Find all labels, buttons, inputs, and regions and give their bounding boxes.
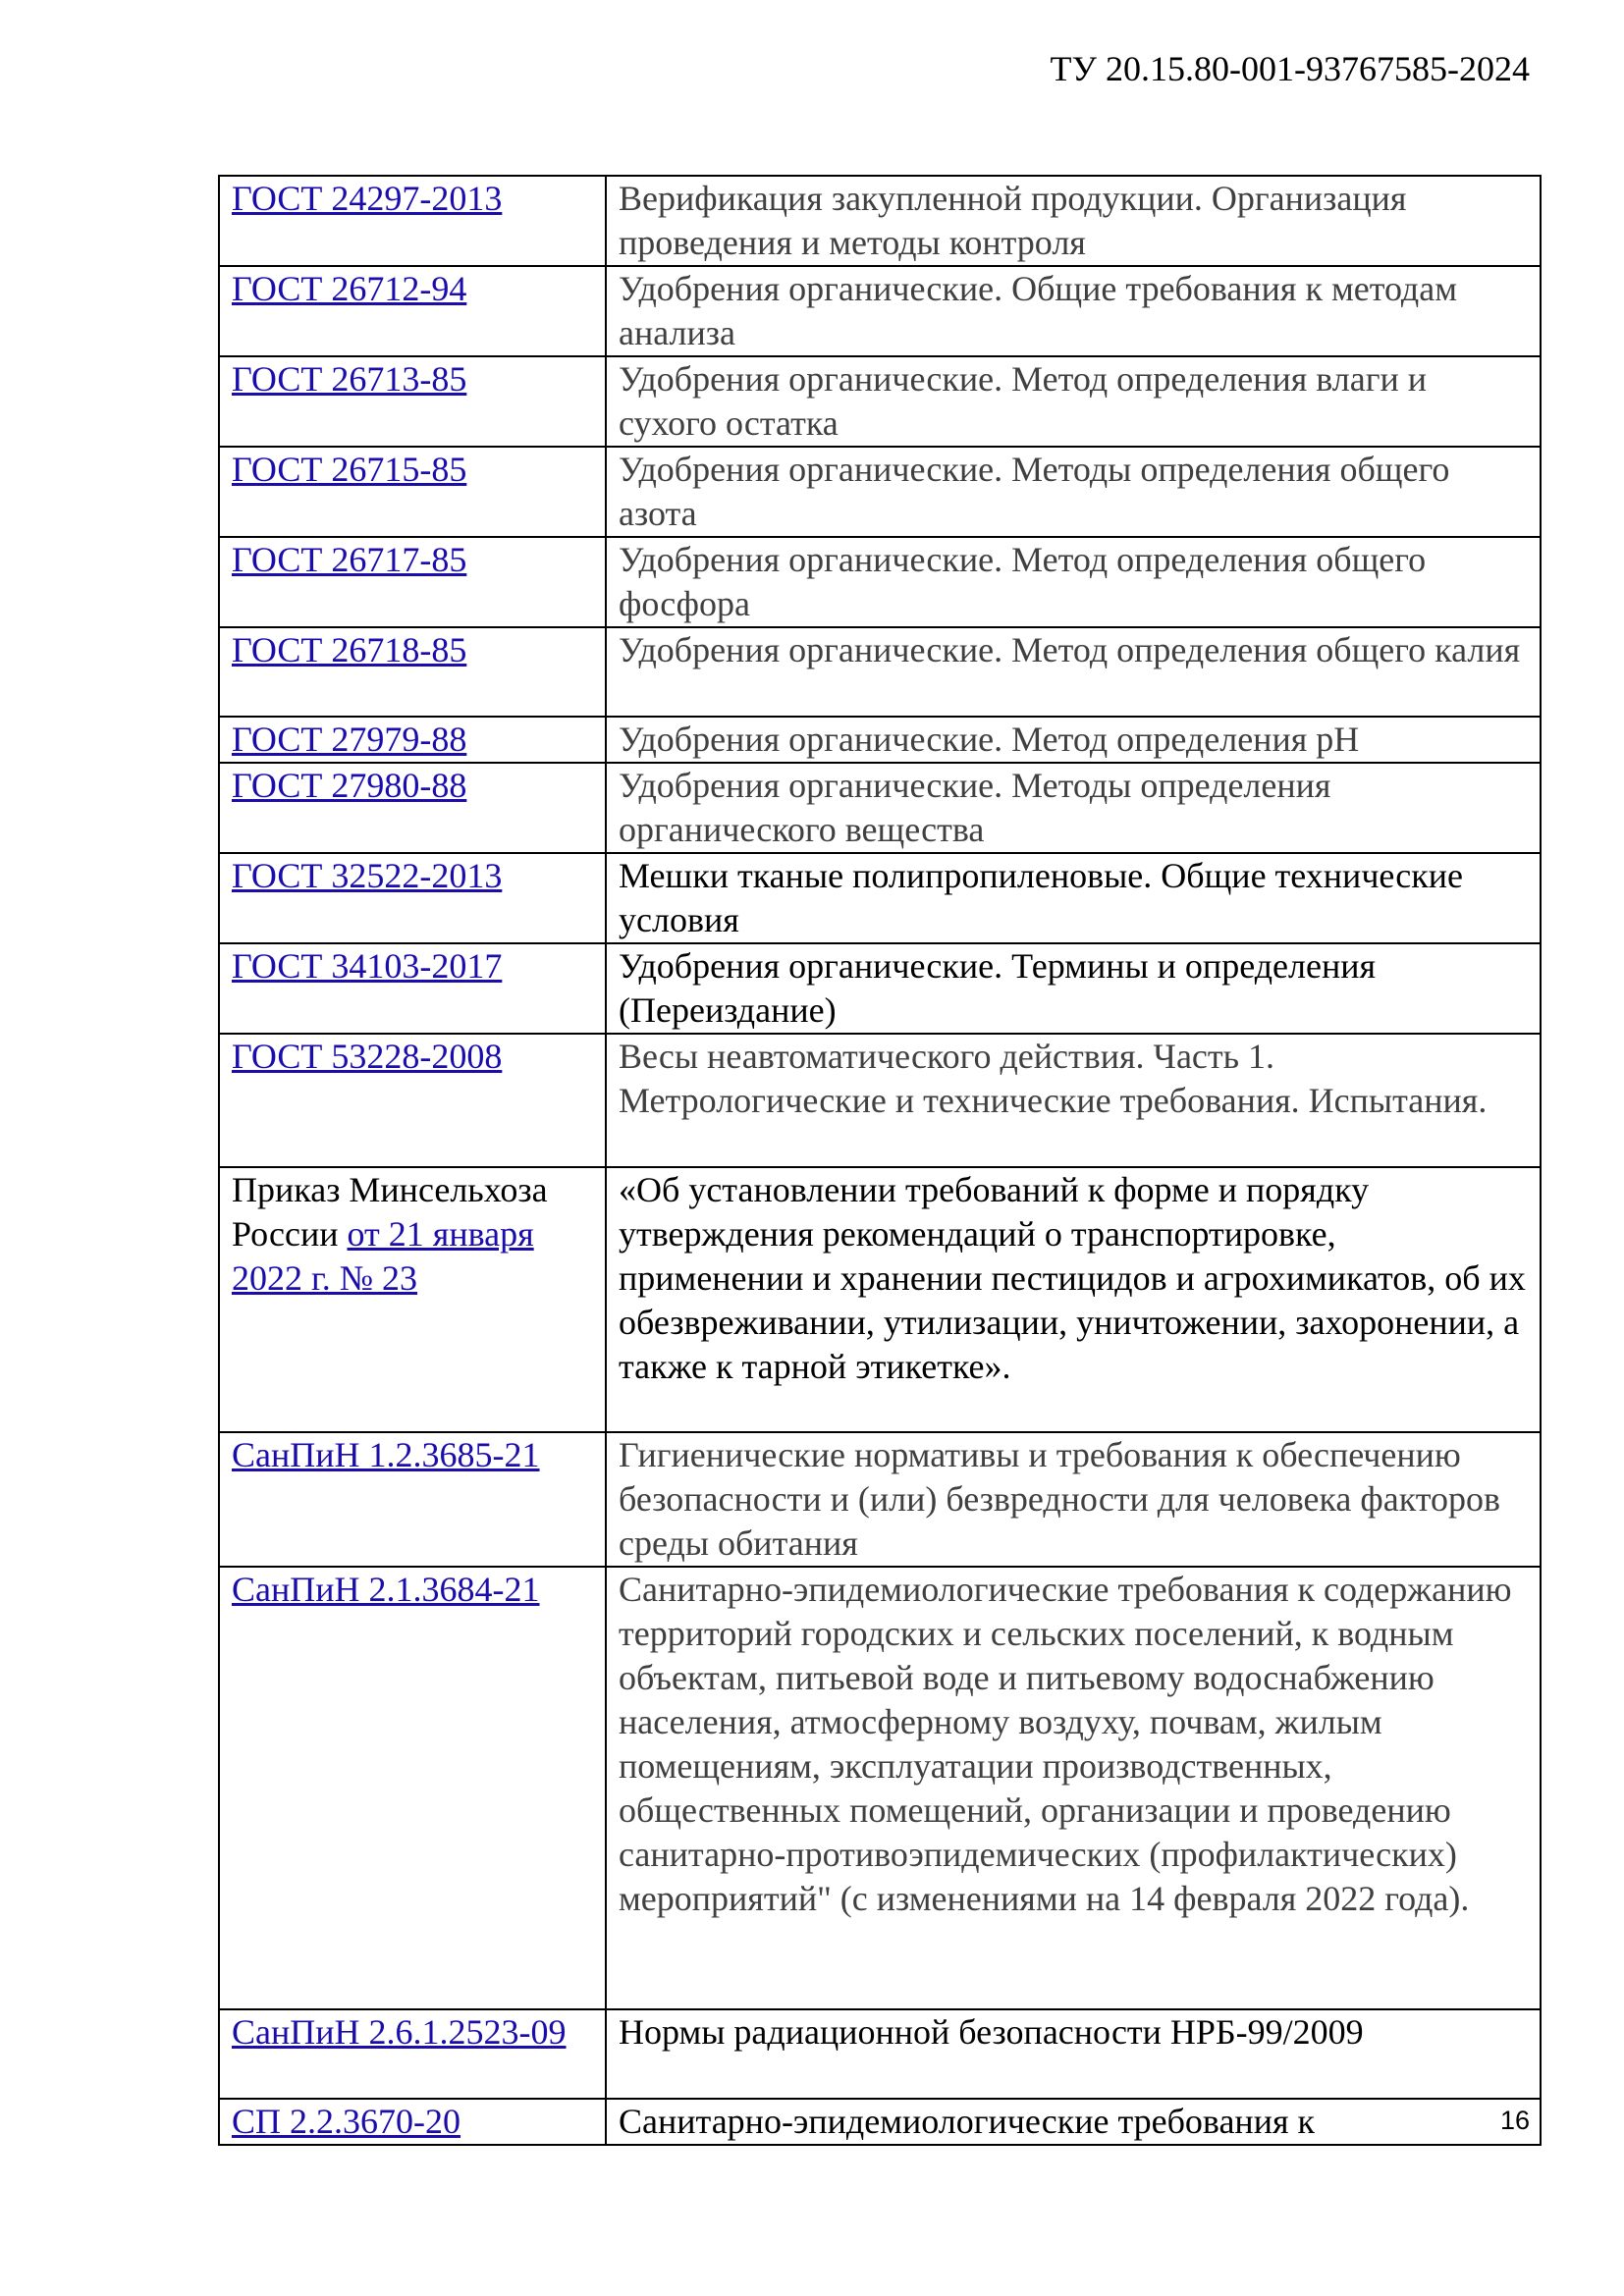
- order-date-link[interactable]: от 21 января 2022 г. № 23: [232, 1214, 534, 1298]
- code-cell: [219, 447, 606, 537]
- code-cell: [219, 176, 606, 266]
- code-cell: [219, 1167, 606, 1432]
- code-cell: [219, 537, 606, 627]
- code-cell: [219, 2099, 606, 2145]
- standard-link[interactable]: ГОСТ 24297-2013: [232, 179, 503, 218]
- table-row: [219, 266, 1541, 356]
- standard-link[interactable]: ГОСТ 34103-2017: [232, 946, 503, 986]
- sanpin-link[interactable]: СанПиН 1.2.3685-21: [232, 1435, 540, 1474]
- table-row: [219, 356, 1541, 447]
- description-cell: Санитарно-эпидемиологические требования к содержанию территорий городских и сельских поселений, к водным объектам, питьевой воде и питьевому водоснабжению населения, атмосферному воздуху, почвам, жилым помещениям, эксплуатации производственных, общественных помещений, организации и проведению санитарно-противоэпидемических (профилактических) мероприятий" (с изменениями на 14 февраля 2022 года).: [606, 1567, 1541, 2009]
- standard-link[interactable]: ГОСТ 27980-88: [232, 766, 467, 805]
- sanpin-link[interactable]: СанПиН 2.1.3684-21: [232, 1570, 540, 1609]
- description-cell: Удобрения органические. Метод определения влаги и сухого остатка: [606, 356, 1541, 447]
- table-row: [219, 447, 1541, 537]
- code-cell: [219, 763, 606, 853]
- table-row: [219, 1167, 1541, 1432]
- description-cell: Удобрения органические. Метод определения pH: [606, 717, 1541, 763]
- table-row: [219, 1567, 1541, 2009]
- code-cell: [219, 266, 606, 356]
- description-cell: Удобрения органические. Методы определения общего азота: [606, 447, 1541, 537]
- code-cell: [219, 627, 606, 717]
- table-row: [219, 176, 1541, 266]
- code-cell: [219, 356, 606, 447]
- table-row: [219, 1432, 1541, 1567]
- table-row: [219, 943, 1541, 1034]
- description-cell: Нормы радиационной безопасности НРБ-99/2009: [606, 2009, 1541, 2099]
- description-cell: «Об установлении требований к форме и порядку утверждения рекомендаций о транспортировке, применении и хранении пестицидов и агрохимикатов, об их обезвреживании, утилизации, уничтожении, захоронении, а также к тарной этикетке».: [606, 1167, 1541, 1432]
- order-title: Приказ Минсельхоза России: [232, 1170, 548, 1254]
- description-cell: Удобрения органические. Методы определения органического вещества: [606, 763, 1541, 853]
- code-cell: [219, 1567, 606, 2009]
- code-cell: [219, 853, 606, 943]
- standard-link[interactable]: ГОСТ 26713-85: [232, 359, 467, 399]
- code-cell: [219, 1034, 606, 1167]
- standard-link[interactable]: ГОСТ 53228-2008: [232, 1037, 503, 1076]
- page-number: 16: [1499, 2106, 1530, 2135]
- table-row: [219, 853, 1541, 943]
- standard-link[interactable]: ГОСТ 27979-88: [232, 720, 467, 759]
- description-cell: Мешки тканые полипропиленовые. Общие технические условия: [606, 853, 1541, 943]
- code-cell: [219, 1432, 606, 1567]
- description-cell: Удобрения органические. Термины и определения (Переиздание): [606, 943, 1541, 1034]
- document-code: ТУ 20.15.80-001-93767585-2024: [1050, 49, 1530, 88]
- standard-link[interactable]: ГОСТ 26717-85: [232, 540, 467, 579]
- sp-link[interactable]: СП 2.2.3670-20: [232, 2102, 460, 2141]
- description-cell: Удобрения органические. Общие требования к методам анализа: [606, 266, 1541, 356]
- code-cell: [219, 717, 606, 763]
- description-cell: Санитарно-эпидемиологические требования к: [606, 2099, 1541, 2145]
- standard-link[interactable]: ГОСТ 26718-85: [232, 630, 467, 669]
- table-row: [219, 2009, 1541, 2099]
- description-cell: Весы неавтоматического действия. Часть 1. Метрологические и технические требования. Испытания.: [606, 1034, 1541, 1167]
- description-cell: Верификация закупленной продукции. Организация проведения и методы контроля: [606, 176, 1541, 266]
- sanpin-link[interactable]: СанПиН 2.6.1.2523-09: [232, 2012, 567, 2052]
- code-cell: [219, 943, 606, 1034]
- code-cell: [219, 2009, 606, 2099]
- table-row: [219, 627, 1541, 717]
- standard-link[interactable]: ГОСТ 26712-94: [232, 269, 467, 308]
- description-cell: Гигиенические нормативы и требования к обеспечению безопасности и (или) безвредности для человека факторов среды обитания: [606, 1432, 1541, 1567]
- table-row: [219, 537, 1541, 627]
- table-row: [219, 717, 1541, 763]
- table-row: [219, 2099, 1541, 2145]
- description-cell: Удобрения органические. Метод определения общего калия: [606, 627, 1541, 717]
- description-cell: Удобрения органические. Метод определения общего фосфора: [606, 537, 1541, 627]
- normative-references-table: [218, 175, 1542, 2146]
- table-row: [219, 763, 1541, 853]
- table-row: [219, 1034, 1541, 1167]
- standard-link[interactable]: ГОСТ 32522-2013: [232, 856, 503, 895]
- standard-link[interactable]: ГОСТ 26715-85: [232, 450, 467, 489]
